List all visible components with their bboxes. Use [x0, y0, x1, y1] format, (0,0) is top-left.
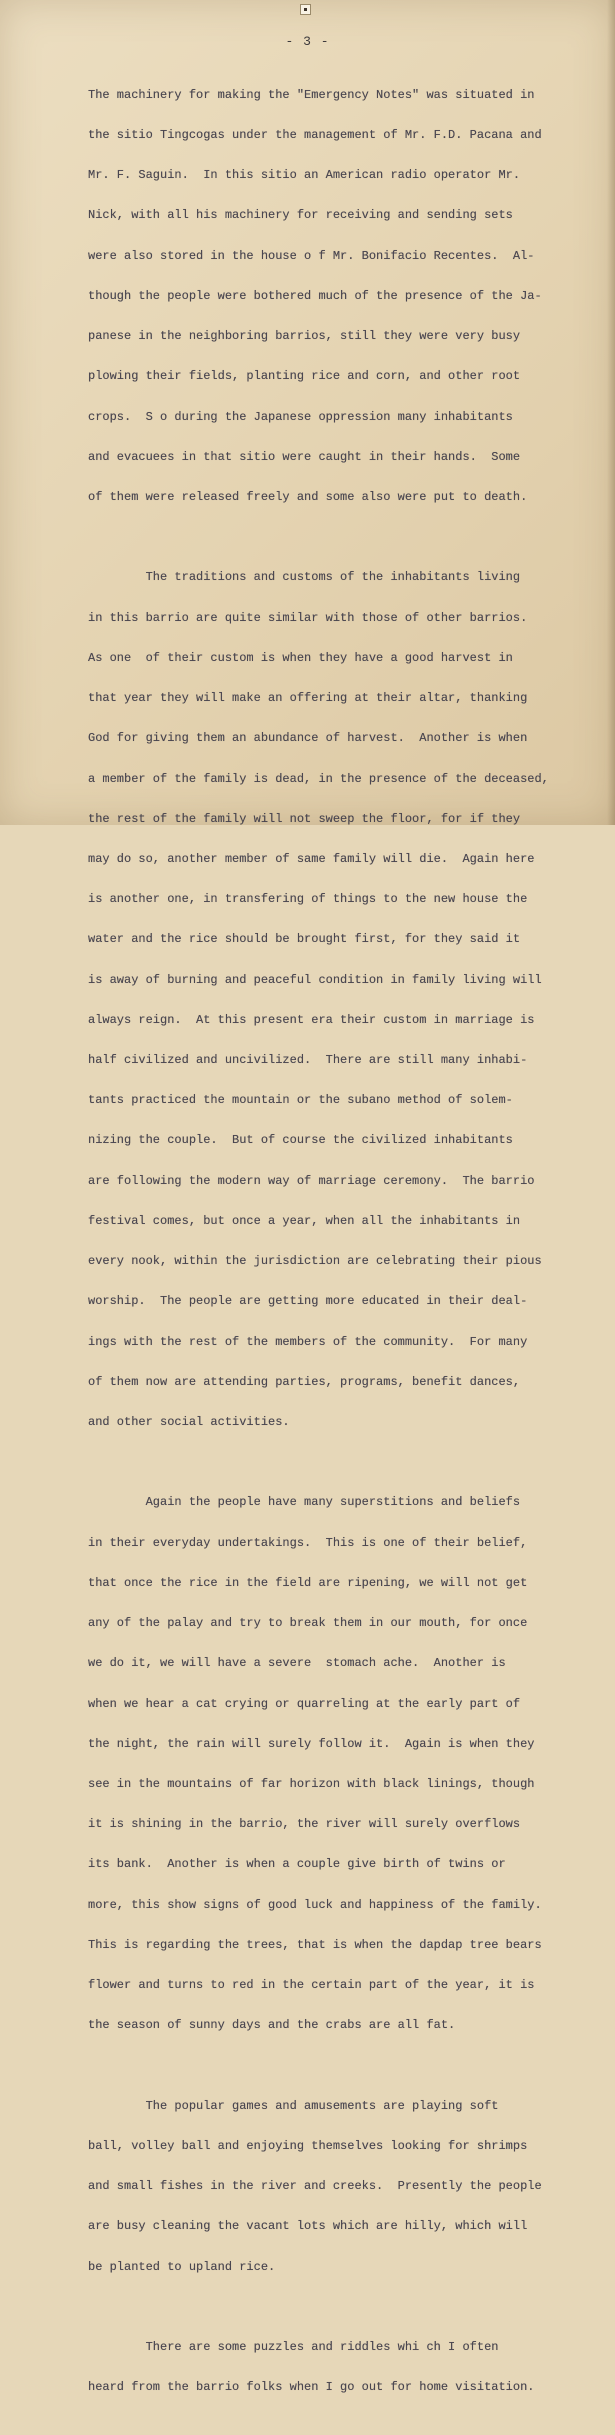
text-line: worship. The people are getting more educated in their deal- [88, 1294, 528, 1309]
text-line: God for giving them an abundance of harvest. Another is when [88, 731, 528, 746]
text-line: the rest of the family will not sweep the floor, for if they [88, 811, 521, 826]
text-line: and other social activities. [88, 1415, 290, 1430]
text-line: the night, the rain will surely follow it. Again is when they [88, 1736, 535, 1751]
paragraph-games [88, 2073, 608, 2301]
text-line: it is shining in the barrio, the river will surely overflows [88, 1817, 521, 1832]
paragraph-riddles [88, 2314, 608, 2421]
text-line: and evacuees in that sitio were caught in their hands. Some [88, 449, 521, 464]
text-line: nizing the couple. But of course the civilized inhabitants [88, 1133, 513, 1148]
text-line: Mr. F. Saguin. In this sitio an American radio operator Mr. [88, 168, 521, 183]
text-line: are busy cleaning the vacant lots which are hilly, which will [88, 2219, 528, 2234]
text-line: is away of burning and peaceful condition in family living will [88, 972, 542, 987]
body-text [88, 62, 608, 2435]
text-line: flower and turns to red in the certain part of the year, it is [88, 1978, 535, 1993]
text-line: panese in the neighboring barrios, still they were very busy [88, 329, 521, 344]
text-line: crops. S o during the Japanese oppression many inhabitants [88, 409, 513, 424]
text-line: always reign. At this present era their custom in marriage is [88, 1012, 535, 1027]
page-number: - 3 - [285, 34, 330, 49]
text-line: As one of their custom is when they have a good harvest in [88, 650, 513, 665]
page-edge-shadow [607, 0, 615, 825]
paragraph-traditions [88, 545, 608, 1457]
text-line: The popular games and amusements are playing soft [88, 2098, 499, 2113]
text-line: festival comes, but once a year, when all the inhabitants in [88, 1213, 521, 1228]
text-line: of them now are attending parties, programs, benefit dances, [88, 1374, 521, 1389]
text-line: half civilized and uncivilized. There are still many inhabi- [88, 1053, 528, 1068]
text-line: see in the mountains of far horizon with black linings, though [88, 1776, 535, 1791]
text-line: were also stored in the house o f Mr. Bonifacio Recentes. Al- [88, 248, 535, 263]
text-line: Again the people have many superstitions and beliefs [88, 1495, 521, 1510]
text-line: are following the modern way of marriage ceremony. The barrio [88, 1173, 535, 1188]
paragraph-superstitions [88, 1470, 608, 2060]
text-line: the sitio Tingcogas under the management of Mr. F.D. Pacana and [88, 128, 542, 143]
text-line: The traditions and customs of the inhabitants living [88, 570, 521, 585]
text-line: ings with the rest of the members of the community. For many [88, 1334, 528, 1349]
text-line: every nook, within the jurisdiction are celebrating their pious [88, 1254, 542, 1269]
text-line: heard from the barrio folks when I go out for home visitation. [88, 2380, 535, 2395]
text-line: we do it, we will have a severe stomach ache. Another is [88, 1656, 506, 1671]
text-line: plowing their fields, planting rice and corn, and other root [88, 369, 521, 384]
text-line: may do so, another member of same family will die. Again here [88, 851, 535, 866]
text-line: is another one, in transfering of things to the new house the [88, 892, 528, 907]
staple-mark-icon [300, 4, 311, 15]
text-line: This is regarding the trees, that is when the dapdap tree bears [88, 1937, 542, 1952]
text-line: tants practiced the mountain or the subano method of solem- [88, 1093, 513, 1108]
text-line: The machinery for making the "Emergency Notes" was situated in [88, 87, 535, 102]
text-line: though the people were bothered much of the presence of the Ja- [88, 288, 542, 303]
text-line: its bank. Another is when a couple give birth of twins or [88, 1857, 506, 1872]
text-line: a member of the family is dead, in the presence of the deceased, [88, 771, 549, 786]
text-line: be planted to upland rice. [88, 2259, 276, 2274]
text-line: in this barrio are quite similar with those of other barrios. [88, 610, 528, 625]
text-line: and small fishes in the river and creeks. Presently the people [88, 2179, 542, 2194]
text-line: ball, volley ball and enjoying themselves looking for shrimps [88, 2138, 528, 2153]
paragraph-radio-station [88, 62, 608, 531]
text-line: when we hear a cat crying or quarreling at the early part of [88, 1696, 521, 1711]
text-line: of them were released freely and some also were put to death. [88, 490, 528, 504]
text-line: any of the palay and try to break them in our mouth, for once [88, 1616, 528, 1631]
text-line: Nick, with all his machinery for receiving and sending sets [88, 208, 513, 223]
text-line: more, this show signs of good luck and happiness of the family. [88, 1897, 542, 1912]
text-line: that year they will make an offering at their altar, thanking [88, 691, 528, 706]
text-line: in their everyday undertakings. This is one of their belief, [88, 1535, 528, 1550]
text-line: the season of sunny days and the crabs are all fat. [88, 2018, 456, 2033]
text-line: There are some puzzles and riddles whi ch I often [88, 2340, 499, 2354]
text-line: water and the rice should be brought first, for they said it [88, 932, 521, 947]
text-line: that once the rice in the field are ripening, we will not get [88, 1575, 528, 1590]
